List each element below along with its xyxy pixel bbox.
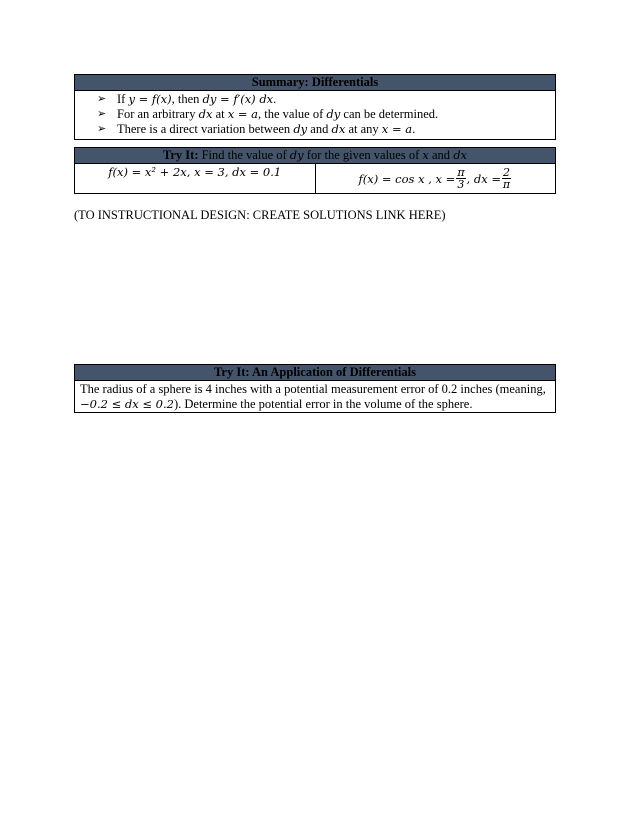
problem-cell-2: f(x) = cos x , x = $\frac{\pi}{3}$ , dx = $\frac{2}{\pi}$: [315, 164, 556, 193]
arrow-bullet-icon: ➢: [97, 108, 107, 120]
tryit-label: Try It:: [162, 148, 199, 162]
application-header: [75, 365, 555, 381]
fraction-2-over-pi: $\frac{2}{\pi}$: [502, 166, 511, 191]
tryit-problems-row: [75, 164, 555, 193]
summary-title: Summary: Differentials: [251, 75, 379, 89]
summary-list: [75, 91, 555, 139]
summary-bullet-3: ➢ There is a direct variation between dy and dx at any x = a.: [97, 122, 416, 136]
summary-header: [75, 75, 555, 91]
arrow-bullet-icon: ➢: [97, 93, 107, 105]
tryit-box: [74, 147, 556, 194]
problem-cell-1: f(x) = x² + 2x, x = 3, dx = 0.1: [108, 165, 282, 179]
summary-bullet-1: ➢ If y = f(x), then dy = f′(x) dx.: [97, 92, 277, 106]
application-title: Try It: An Application of Differentials: [214, 365, 416, 379]
summary-box: [74, 74, 556, 140]
application-problem: The radius of a sphere is 4 inches with a potential measurement error of 0.2 inches (meaning, −0.2 ≤ dx ≤ 0.2). Determine the potential error in the volume of the sphere.: [80, 382, 546, 411]
fraction-pi-over-3: $\frac{\pi}{3}$: [457, 166, 465, 191]
tryit-header: Try It: Find the value of dy for the given values of x and dx: [75, 148, 555, 164]
summary-bullet-2: ➢ For an arbitrary dx at x = a, the value of dy can be determined.: [97, 107, 439, 121]
application-box: [74, 364, 556, 413]
arrow-bullet-icon: ➢: [97, 123, 107, 135]
solutions-link-note: (TO INSTRUCTIONAL DESIGN: CREATE SOLUTIONS LINK HERE): [74, 208, 446, 222]
